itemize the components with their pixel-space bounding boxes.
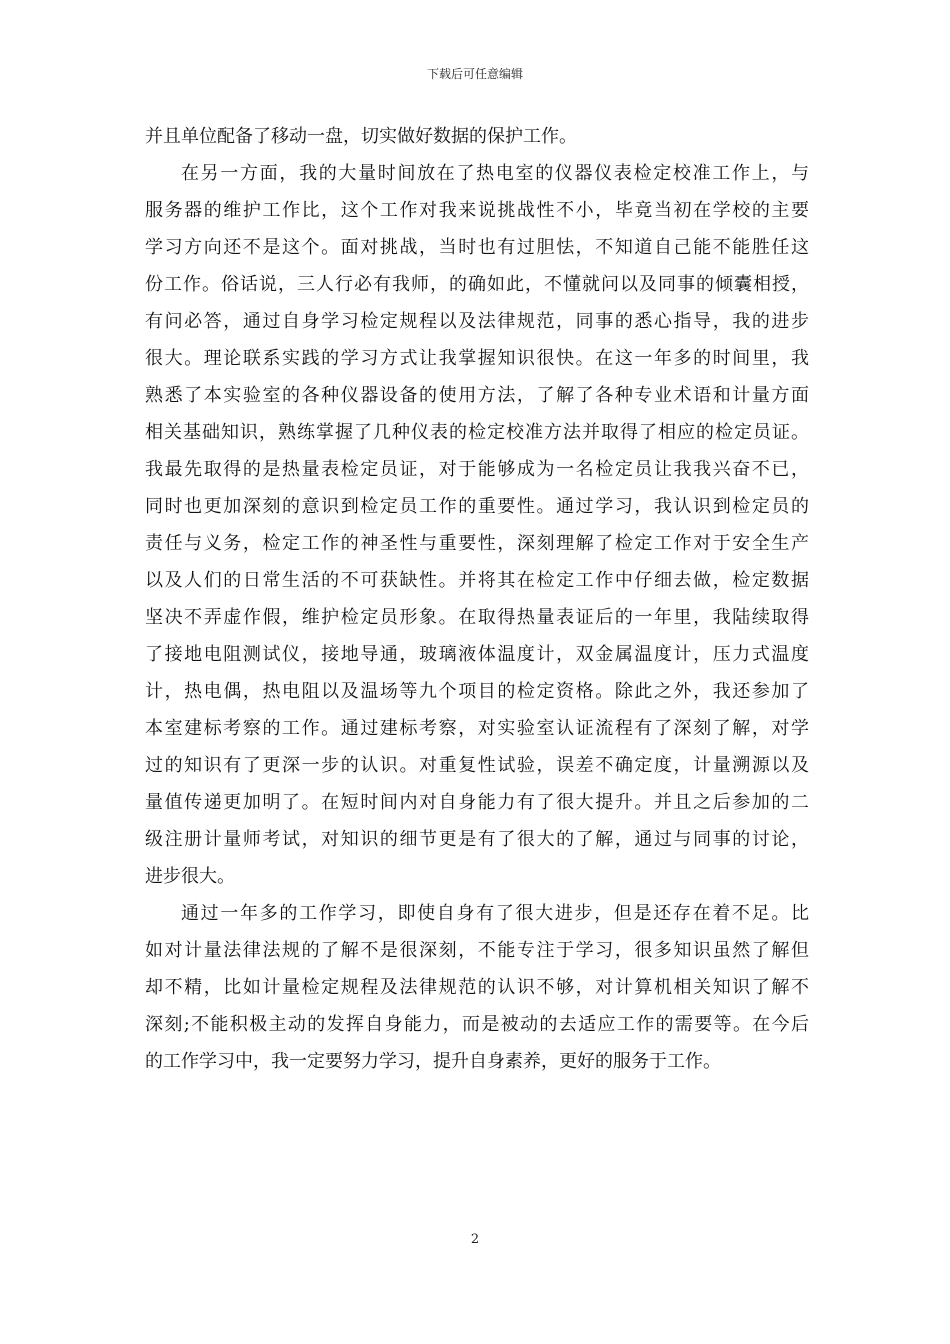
text-line: 责任与义务，检定工作的神圣性与重要性，深刻理解了检定工作对于安全生产 (145, 533, 809, 554)
text-line: 我最先取得的是热量表检定员证，对于能够成为一名检定员让我我兴奋不已， (145, 459, 809, 480)
text-line: 进步很大。 (145, 866, 235, 887)
text-line: 很大。理论联系实践的学习方式让我掌握知识很快。在这一年多的时间里，我 (145, 348, 809, 369)
text-line: 通过一年多的工作学习，即使自身有了很大进步，但是还存在着不足。比 (181, 903, 809, 924)
text-line: 却不精，比如计量检定规程及法律规范的认识不够，对计算机相关知识了解不 (145, 977, 809, 998)
page-header: 下载后可任意编辑 (426, 67, 523, 81)
text-line: 学习方向还不是这个。面对挑战，当时也有过胆怯，不知道自己能不能胜任这 (145, 237, 809, 258)
paragraph (145, 155, 809, 895)
text-line: 份工作。俗话说，三人行必有我师，的确如此，不懂就问以及同事的倾囊相授， (145, 274, 809, 295)
text-line: 本室建标考察的工作。通过建标考察，对实验室认证流程有了深刻了解，对学 (145, 718, 809, 739)
text-line: 级注册计量师考试，对知识的细节更是有了很大的了解，通过与同事的讨论， (145, 829, 809, 850)
text-line: 深刻;不能积极主动的发挥自身能力，而是被动的去适应工作的需要等。在今后 (145, 1014, 809, 1035)
text-line: 在另一方面，我的大量时间放在了热电室的仪器仪表检定校准工作上，与 (181, 163, 809, 184)
text-line: 服务器的维护工作比，这个工作对我来说挑战性不小，毕竟当初在学校的主要 (145, 200, 809, 221)
text-line: 如对计量法律法规的了解不是很深刻，不能专注于学习，很多知识虽然了解但 (145, 940, 809, 961)
paragraph (145, 895, 809, 1080)
text-line: 熟悉了本实验室的各种仪器设备的使用方法，了解了各种专业术语和计量方面 (145, 385, 809, 406)
text-line: 了接地电阻测试仪，接地导通，玻璃液体温度计，双金属温度计，压力式温度 (145, 644, 809, 665)
text-line: 坚决不弄虚作假，维护检定员形象。在取得热量表证后的一年里，我陆续取得 (145, 607, 809, 628)
text-line: 同时也更加深刻的意识到检定员工作的重要性。通过学习，我认识到检定员的 (145, 496, 809, 517)
text-line: 过的知识有了更深一步的认识。对重复性试验，误差不确定度，计量溯源以及 (145, 755, 809, 776)
text-line: 有问必答，通过自身学习检定规程以及法律规范，同事的悉心指导，我的进步 (145, 311, 809, 332)
text-line: 相关基础知识，熟练掌握了几种仪表的检定校准方法并取得了相应的检定员证。 (145, 422, 809, 443)
text-line: 的工作学习中，我一定要努力学习，提升自身素养，更好的服务于工作。 (145, 1051, 721, 1072)
text-line: 并且单位配备了移动一盘，切实做好数据的保护工作。 (145, 126, 577, 147)
document-body (145, 118, 809, 1080)
text-line: 量值传递更加明了。在短时间内对自身能力有了很大提升。并且之后参加的二 (145, 792, 809, 813)
text-line: 计，热电偶，热电阻以及温场等九个项目的检定资格。除此之外，我还参加了 (145, 681, 809, 702)
paragraph (145, 118, 809, 155)
page-number: 2 (470, 1232, 480, 1247)
text-line: 以及人们的日常生活的不可获缺性。并将其在检定工作中仔细去做，检定数据 (145, 570, 809, 591)
